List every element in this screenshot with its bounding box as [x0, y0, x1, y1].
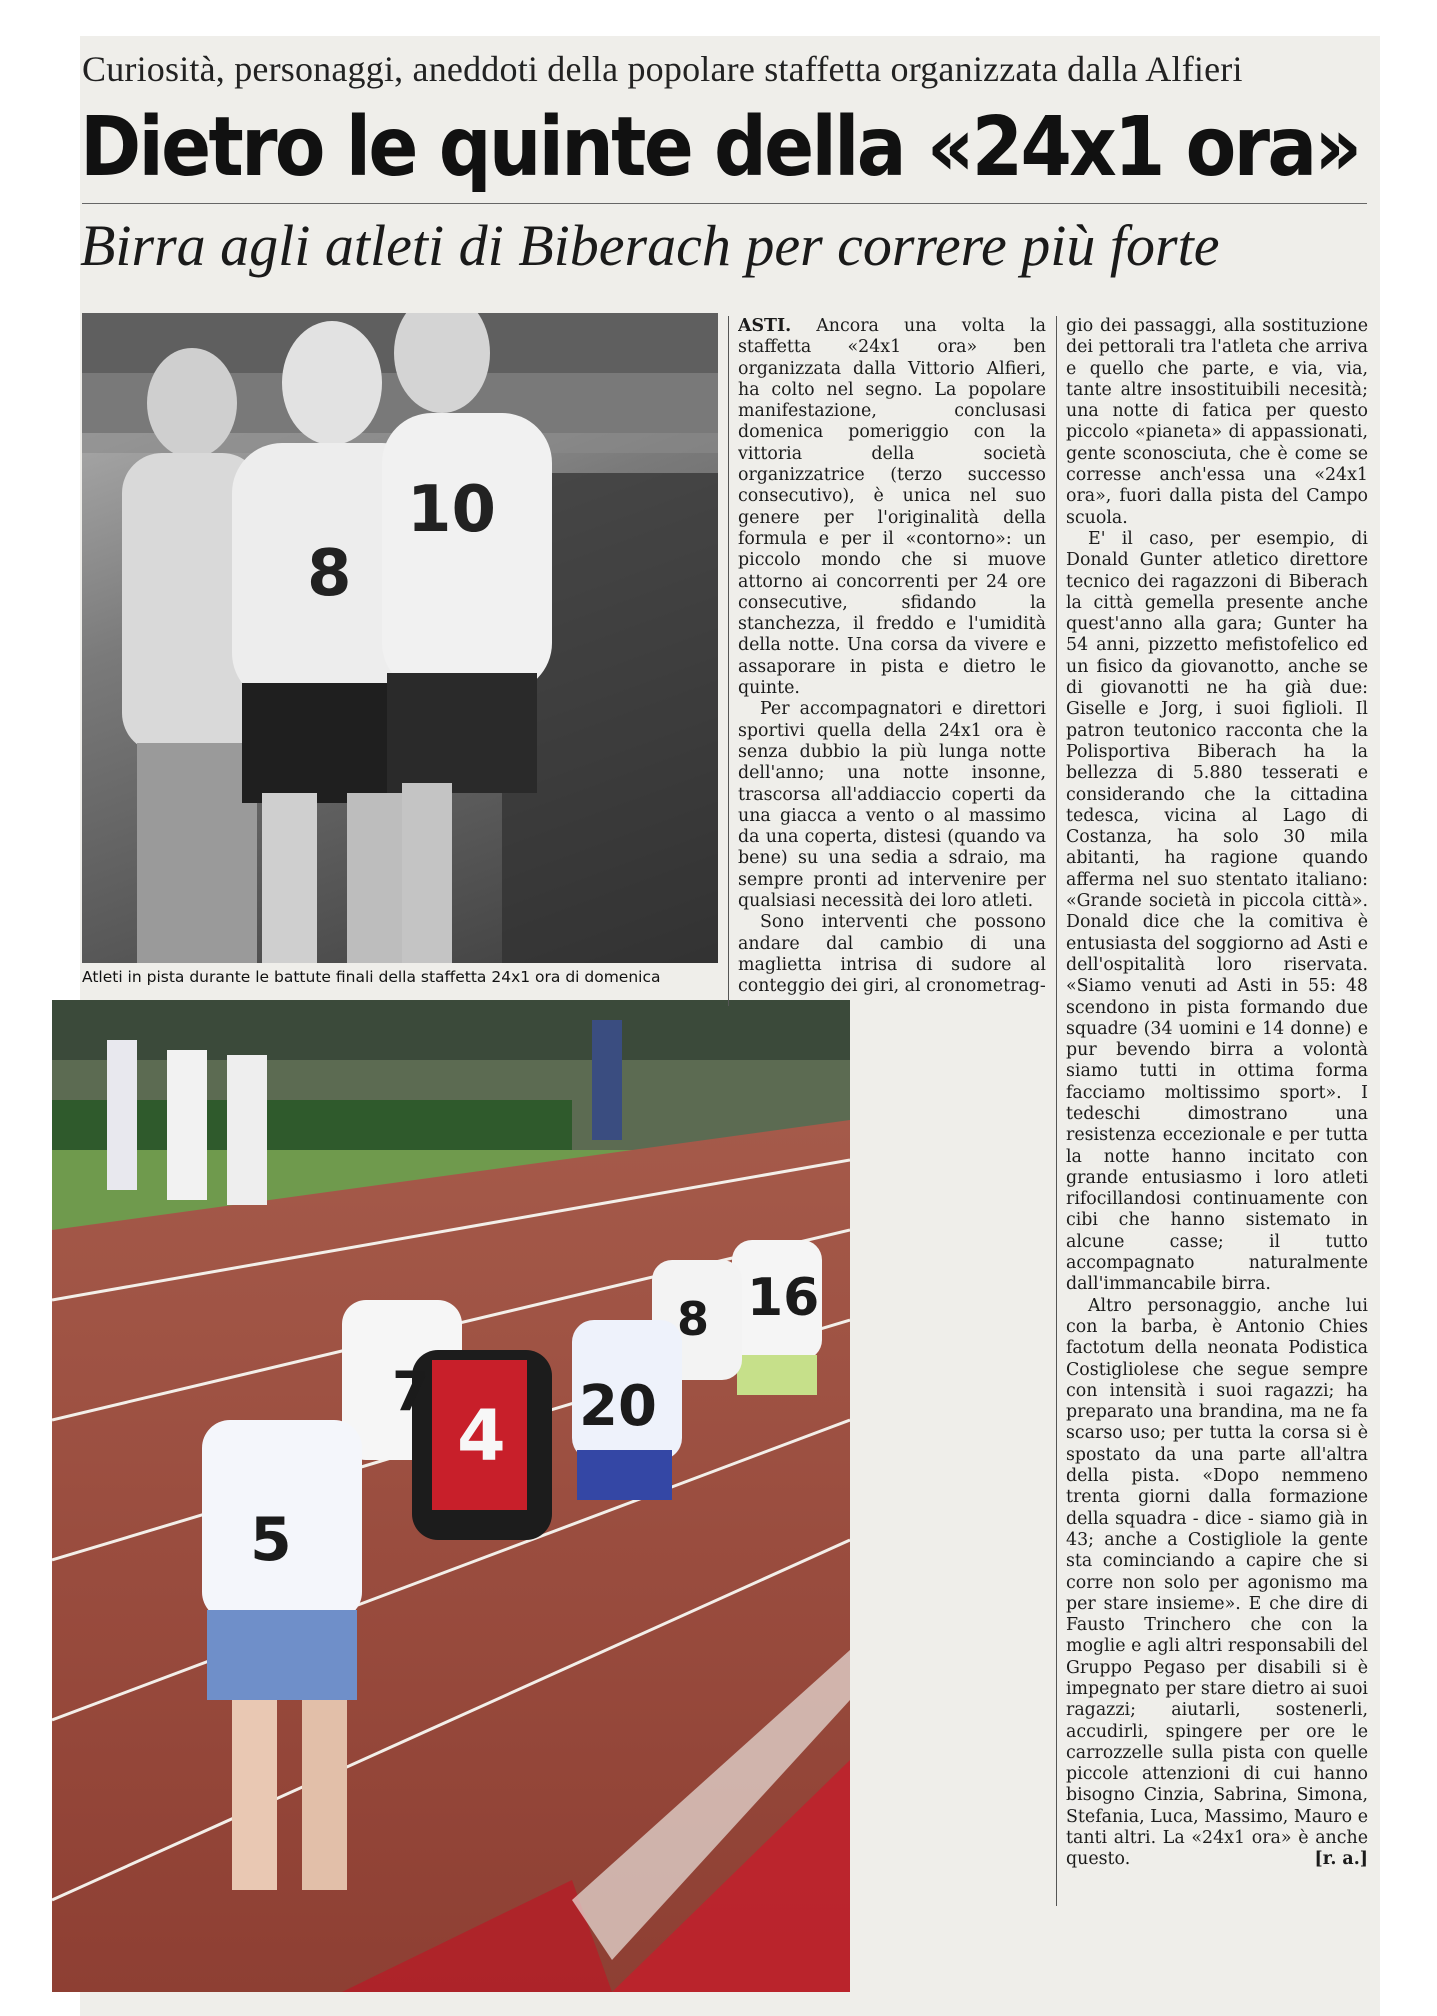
article-paragraph [738, 316, 1046, 699]
photo-bw-illustration [82, 313, 718, 963]
photo-color-track [52, 1000, 850, 1992]
article-paragraph: E' il caso, per esempio, di Donald Gunter atletico direttore tecnico dei ragazzoni di Biberach la città gemella presente anche quest'anno alla gara; Gunter ha 54 anni, pizzetto mefistofelico ed un fisico da giovanotto, anche se di giovanotti ne ha già due: Giselle e Jorg, i suoi figlioli. Il patron teutonico racconta che la Polisportiva Biberach ha la bellezza di 5.880 tesserati e considerando che la cittadina tedesca, vicina al Lago di Costanza, ha solo 30 mila abitanti, ha ragione quando afferma nel suo stentato italiano: «Grande società in piccola città». Donald dice che la comitiva è entusiasta del soggiorno ad Asti e dell'ospitalità loro riservata. «Siamo venuti ad Asti in 55: 48 scendono in pista formando due squadre (34 uomini e 14 donne) e pur bevendo birra a volontà siamo tutti in ottima forma facciamo moltissimo sport». I tedeschi dimostrano una resistenza eccezionale e per tutta la notte hanno incitato con grande entusiasmo i loro atleti rifocillandosi continuamente con cibi che hanno sistemato in alcune casse; il tutto accompagnato naturalmente dall'immancabile birra. [1066, 528, 1368, 1295]
bib-7: 7 [392, 1360, 430, 1423]
photo-caption: Atleti in pista durante le battute finali della staffetta 24x1 ora di domenica [82, 968, 661, 986]
article-paragraph: gio dei passaggi, alla sostituzione dei pettorali tra l'atleta che arriva e quello che parte, e via, via, tante altre insostituibili necesità; una notte di fatica per questo piccolo «pianeta» di appassionati, gente sconosciuta, che è come se corresse anch'essa una «24x1 ora», fuori dalla pista del Campo scuola. [1066, 316, 1368, 528]
subheadline: Birra agli atleti di Biberach per correre più forte [80, 213, 1220, 278]
bw-bib-10: 10 [407, 473, 497, 547]
bib-5: 5 [250, 1505, 292, 1575]
column-rule-1 [728, 316, 729, 1006]
article-paragraph [1066, 1296, 1368, 1871]
bib-8: 8 [677, 1292, 710, 1346]
paragraph-text: Altro personaggio, anche lui con la barba, è Antonio Chies factotum della neonata Podistica Costigliolese che segue sempre con intensità i suoi ragazzi; ha preparato una brandina, ma ne fa scarso uso; per tutta la corsa si è spostato da una parte all'altra della pista. «Dopo nemmeno trenta giorni dalla formazione della squadra - dice - siamo già in 43; anche a Costigliole la gente sta cominciando a capire che si corre non solo per agonismo ma per stare insieme». E che dire di Fausto Trinchero che con la moglie e agli altri responsabili del Gruppo Pegaso per disabili si è impegnato per stare dietro ai suoi ragazzi; aiutarli, sostenerli, accudirli, spingere per ore le carrozzelle sulla pista con quelle piccole attenzioni di cui hanno bisogno Cinzia, Sabrina, Simona, Stefania, Luca, Massimo, Mauro e tanti altri. La «24x1 ora» è anche questo. [1066, 1295, 1368, 1870]
author-signature: [r. a.] [1314, 1849, 1368, 1870]
photo-color-illustration [52, 1000, 850, 1992]
paragraph-text: Ancora una volta la staffetta «24x1 ora» ben organizzata dalla Vittorio Alfieri, ha colto nel segno. La popolare manifestazione, conclusasi domenica pomeriggio con la vittoria della società organizzatrice (terzo successo consecutivo), è unica nel suo genere per l'originalità della formula e per il «contorno»: un piccolo mondo che si muove attorno ai concorrenti per 24 ore consecutive, sfidando la stanchezza, il freddo e l'umidità della notte. Una corsa da vivere e assaporare in pista e dietro le quinte. [738, 316, 1046, 699]
photo-bw-runners [82, 313, 718, 963]
article-column-2 [1066, 316, 1368, 1906]
bib-20: 20 [579, 1374, 657, 1439]
headline: Dietro le quinte della «24x1 ora» [80, 100, 1360, 195]
bib-4: 4 [457, 1395, 506, 1477]
article-paragraph: Sono interventi che possono andare dal cambio di una maglietta intrisa di sudore al conteggio dei giri, al cronometrag- [738, 912, 1046, 997]
bw-bib-8: 8 [307, 537, 352, 611]
article-paragraph: Per accompagnatori e direttori sportivi quella della 24x1 ora è senza dubbio la più lunga notte dell'anno; una notte insonne, trascorsa all'addiaccio coperti da una giacca a vento o al massimo da una coperta, distesi (quando va bene) su una sedia a sdraio, ma sempre pronti ad intervenire per qualsiasi necessità dei loro atleti. [738, 699, 1046, 912]
bib-16: 16 [747, 1268, 820, 1328]
article-column-1 [738, 316, 1046, 1006]
kicker: Curiosità, personaggi, aneddoti della popolare staffetta organizzata dalla Alfieri [82, 49, 1243, 89]
column-rule-2 [1056, 316, 1057, 1906]
dateline: ASTI. [738, 316, 792, 336]
headline-rule [82, 203, 1367, 204]
